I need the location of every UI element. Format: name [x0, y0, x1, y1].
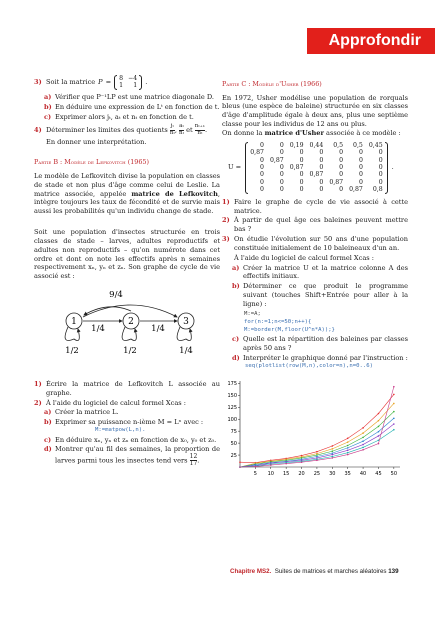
question-4: 4) Déterminer les limites des quotients $\frac{\text{jₜ}}{\text{nₜ}}$ , $\frac{\text{aₜ}}{\text{nₜ}}$ et $\frac{\text{nₜ₊₁}}{\text{nₜ}}$ .	[34, 123, 208, 136]
data-point	[347, 452, 349, 454]
item-number: 2)	[34, 398, 42, 407]
matrix-cell: 0,87	[309, 171, 324, 179]
matrix-cell: 0	[299, 156, 304, 164]
question-item	[34, 399, 220, 408]
matrix-cell: 0	[319, 164, 324, 172]
node-3: 3	[183, 317, 189, 328]
matrix-cell: 0	[358, 178, 363, 186]
matrix-cell: 0	[339, 186, 344, 194]
data-point	[378, 420, 380, 422]
matrix-cell: 0	[339, 164, 344, 172]
question-item	[222, 216, 408, 234]
x-tick-label: 50	[390, 471, 398, 478]
matrix-cell: 0	[378, 171, 383, 179]
question-item	[44, 113, 220, 122]
program-line: M:=border(M,floor(U^n*A));}	[244, 326, 335, 333]
data-point	[316, 456, 318, 458]
item-text	[55, 436, 216, 445]
matrix-cell: 0,5	[333, 141, 344, 149]
question-item	[232, 335, 408, 353]
data-point	[393, 429, 395, 431]
item-text	[243, 354, 408, 370]
item-number: d)	[44, 445, 52, 454]
matrix-cell: 0,87	[269, 156, 284, 164]
data-point	[316, 454, 318, 456]
question-item	[34, 380, 220, 398]
matrix-cell: 0	[299, 186, 304, 194]
matrix-cell: 0	[358, 156, 363, 164]
y-tick-label: 100	[227, 417, 237, 424]
question-item	[232, 354, 408, 370]
question-item	[232, 264, 408, 282]
data-point	[393, 403, 395, 405]
item-number: c)	[44, 435, 52, 444]
item-text	[46, 399, 186, 408]
whale-population-plot	[222, 377, 408, 482]
item-text-body: Exprimer sa puissance n-ième M = Lⁿ avec :	[55, 418, 204, 427]
matrix-cell: 0	[279, 149, 284, 157]
edge-label-2-3: 1/4	[151, 324, 165, 335]
matrix-cell: 0	[378, 156, 383, 164]
program-line: for(n:=1;n<=50;n++){	[244, 318, 312, 325]
data-point	[285, 463, 287, 465]
data-point	[347, 449, 349, 451]
x-tick-label: 40	[359, 471, 367, 478]
section-banner: Approfondir	[307, 28, 435, 54]
question-item	[222, 198, 408, 216]
matrix-cell: 0,5	[353, 141, 363, 149]
x-tick-label: 35	[344, 471, 351, 478]
item-text	[243, 335, 408, 353]
matrix-cell: −4	[128, 75, 138, 82]
data-point	[332, 457, 334, 459]
data-point	[332, 445, 334, 447]
data-point	[301, 461, 303, 463]
item-text	[234, 235, 408, 253]
item-text	[55, 445, 220, 467]
fraction-num: 12	[189, 453, 198, 461]
left-column	[34, 74, 220, 468]
item-text	[55, 408, 119, 417]
item-text	[234, 198, 408, 216]
question-item	[44, 93, 220, 102]
question-3: 3) Soit la matrice P = 8 −4 1 1 .	[34, 75, 148, 90]
data-point	[378, 443, 380, 445]
life-cycle-graph	[46, 287, 211, 357]
data-point	[378, 413, 380, 415]
y-tick-label: 75	[230, 428, 237, 435]
xcas-instruction: À l'aide du logiciel de calcul formel Xcas :	[234, 253, 374, 262]
item-number: 3)	[222, 235, 230, 244]
data-point	[347, 447, 349, 449]
data-point	[347, 438, 349, 440]
matrix-cell: 0	[279, 141, 284, 149]
item-number: b)	[232, 282, 240, 291]
question-item	[44, 408, 220, 417]
question-4-followup: En donner une interprétation.	[46, 137, 147, 146]
x-tick-label: 30	[329, 471, 336, 478]
data-point	[362, 444, 364, 446]
matrix-cell: 0	[378, 149, 383, 157]
data-point	[316, 451, 318, 453]
x-tick-label: 20	[298, 471, 305, 478]
data-point	[332, 448, 334, 450]
data-point	[316, 453, 318, 455]
program-line: M:=A;	[244, 310, 261, 317]
item-text	[46, 380, 220, 398]
data-point	[362, 449, 364, 451]
data-point	[362, 427, 364, 429]
item-text-body: On étudie l'évolution sur 50 ans d'une population constituée initialement de 10 baleineaux d'un an.	[234, 235, 408, 252]
x-tick-label: 5	[253, 471, 257, 478]
item-number: d)	[232, 353, 240, 362]
matrix-cell: 0,87	[289, 164, 304, 172]
data-point	[362, 437, 364, 439]
x-tick-label: 45	[375, 471, 382, 478]
matrix-cell: 1	[119, 82, 124, 90]
item-text-body: Vérifier que P⁻¹LP est une matrice diagonale D.	[55, 92, 214, 101]
item-number: a)	[232, 263, 240, 272]
data-point	[378, 435, 380, 437]
matrix-cell: 0	[319, 186, 324, 194]
matrix-p	[114, 75, 142, 90]
loop-label-3: 1/4	[179, 346, 193, 357]
item-text-body: En déduire une expression de Lᵗ en fonction de t.	[55, 102, 220, 111]
matrix-cell: 0	[279, 164, 284, 172]
item-text-body: Faire le graphe de cycle de vie associé à cette matrice.	[234, 197, 408, 215]
item-text	[234, 216, 408, 234]
item-text	[243, 264, 408, 282]
matrix-cell: 0	[260, 186, 264, 194]
code-line: seq(plotlist(row(M,n),color=n),n=0..6)	[245, 362, 373, 369]
data-point	[362, 440, 364, 442]
item-number: 1)	[222, 197, 230, 206]
matrix-cell: 0	[299, 178, 304, 186]
loop-label-2: 1/2	[123, 346, 137, 357]
item-number: c)	[232, 335, 240, 344]
matrix-cell: 0	[260, 156, 264, 164]
data-point	[316, 457, 318, 459]
item-text-body: En déduire xₙ, yₙ et zₙ en fonction de x₀, y₀ et z₀.	[55, 435, 217, 444]
data-point	[239, 461, 241, 463]
x-tick-label: 10	[267, 471, 274, 478]
data-point	[332, 454, 334, 456]
matrix-cell: 0	[378, 178, 383, 186]
part-b-title: Partie B : Modèle de Lefkovitch (1965)	[34, 158, 149, 167]
part-c-intro: En 1972, Usher modélise une population de rorquals bleus (une espèce de baleine) structurée en six classes d'âge d'amplitude égale à deux ans, plus une septième classe pour les individus de 12 ans ou plus.	[222, 93, 408, 129]
matrix-cell: 0,8	[372, 186, 383, 194]
item-text-body: À l'aide du logiciel de calcul formel Xcas :	[46, 398, 186, 407]
data-point	[255, 466, 257, 468]
matrix-cell: 0	[339, 156, 344, 164]
data-point	[332, 452, 334, 454]
edge-label-top: 9/4	[109, 290, 123, 301]
question-item	[44, 418, 220, 434]
item-number: a)	[44, 92, 52, 101]
item-text	[55, 103, 220, 112]
item-number: 1)	[34, 379, 42, 388]
data-point	[393, 417, 395, 419]
matrix-cell: 0	[358, 164, 363, 172]
item-number: b)	[44, 418, 52, 427]
y-tick-label: 175	[227, 381, 237, 388]
data-point	[301, 455, 303, 457]
matrix-u	[245, 142, 387, 194]
item-number: a)	[44, 408, 52, 417]
item-text-body: Déterminer ce que produit le programme suivant (touches Shift+Entrée pour aller à la ligne) :	[243, 282, 408, 308]
item-text-body: À partir de quel âge ces baleines peuvent mettre bas ?	[234, 216, 408, 234]
matrix-cell: 0,44	[309, 141, 324, 149]
matrix-cell: 0	[319, 149, 324, 157]
y-tick-label: 150	[227, 393, 237, 400]
y-tick-label: 50	[230, 440, 237, 447]
x-tick-label: 15	[282, 471, 290, 478]
matrix-cell: 0,87	[250, 149, 264, 157]
node-2: 2	[128, 317, 134, 328]
data-point	[347, 454, 349, 456]
matrix-cell: 0	[260, 141, 264, 149]
question-item	[44, 103, 220, 112]
item-text-body: Montrer qu'au fil des semaines, la proportion de larves parmi tous les insectes tend vers	[55, 445, 220, 465]
part-c-matrix-intro: On donne la matrice d'Usher associée à ce modèle :	[222, 128, 401, 137]
item-text-body: Interpréter le graphique donné par l'instruction :	[243, 353, 408, 362]
question-item	[222, 235, 408, 253]
part-c-title: Partie C : Modèle d'Usher (1966)	[222, 80, 322, 88]
item-number: c)	[44, 112, 52, 121]
question-item	[44, 436, 220, 445]
y-tick-label: 125	[227, 405, 237, 412]
matrix-cell: 0	[279, 186, 284, 194]
matrix-cell: 0	[279, 178, 284, 186]
matrix-cell: 0	[260, 171, 264, 179]
node-1: 1	[71, 317, 77, 328]
right-column	[222, 74, 408, 485]
item-number: b)	[44, 102, 52, 111]
item-text-body: Écrire la matrice de Lefkovitch L associée au graphe.	[46, 379, 220, 397]
item-text	[243, 282, 408, 308]
question-item	[44, 445, 220, 467]
matrix-cell: 0,19	[289, 141, 304, 149]
data-point	[347, 441, 349, 443]
matrix-cell: 0	[260, 164, 264, 172]
punct: .	[197, 456, 200, 465]
matrix-cell: 0	[339, 149, 344, 157]
data-point	[239, 466, 241, 468]
data-point	[347, 445, 349, 447]
code-line: M:=matpow(L,n).	[95, 427, 146, 434]
matrix-cell: 0	[319, 156, 324, 164]
matrix-cell: 0	[260, 178, 264, 186]
data-point	[393, 386, 395, 388]
matrix-cell: 0,87	[329, 178, 344, 186]
page-footer: Chapitre MS2. Suites de matrices et marches aléatoires 139	[230, 568, 399, 575]
data-point	[393, 394, 395, 396]
data-point	[393, 423, 395, 425]
item-text-body: Quelle est la répartition des baleines par classes après 50 ans ?	[243, 335, 408, 352]
data-point	[378, 426, 380, 428]
data-point	[301, 457, 303, 459]
matrix-cell: 0,45	[368, 141, 383, 149]
y-tick-label: 25	[230, 452, 237, 459]
matrix-cell: 0,87	[349, 186, 363, 194]
data-point	[362, 447, 364, 449]
data-point	[332, 450, 334, 452]
data-point	[270, 464, 272, 466]
matrix-cell: 0	[279, 171, 284, 179]
matrix-cell: 0	[358, 171, 363, 179]
matrix-cell: 0	[378, 164, 383, 172]
part-b-intro: Le modèle de Lefkovitch divise la population en classes de stade et non plus d'âge comme celui de Leslie. La matrice associée, appelée matrice de Lefkovitch, intègre toujours les taux de fécondité et de survie mais aussi les probabilités qu'un individu change de stade.	[34, 171, 220, 216]
fraction-den: 17	[189, 460, 198, 468]
matrix-cell: 0	[358, 149, 363, 157]
item-text-body: Créer la matrice U et la matrice colonne A des effectifs initiaux.	[243, 263, 408, 281]
item-text	[55, 93, 214, 102]
matrix-cell: 0	[319, 178, 324, 186]
data-point	[362, 432, 364, 434]
item-text-body: Exprimer alors jₜ, aₜ et nₜ en fonction de t.	[55, 112, 194, 121]
item-text-body: Créer la matrice L.	[55, 408, 119, 417]
matrix-cell: 1	[133, 82, 138, 90]
data-point	[316, 460, 318, 462]
data-point	[393, 411, 395, 413]
matrix-cell: 0	[339, 171, 344, 179]
item-text	[55, 113, 194, 122]
loop-label-1: 1/2	[65, 346, 79, 357]
part-b-population: Soit une population d'insectes structurée en trois classes de stade – larves, adultes reproductifs et adultes non reproductifs – qu'on numérote dans cet ordre et dont on note les effectifs après n semaines respectivement xₙ, yₙ et zₙ. Son graphe de cycle de vie associé est :	[34, 228, 220, 281]
x-tick-label: 25	[313, 471, 321, 478]
item-text	[55, 418, 203, 434]
data-point	[378, 431, 380, 433]
matrix-cell: 0	[299, 149, 304, 157]
matrix-cell: 0	[299, 171, 304, 179]
usher-matrix-block: U = 0 0 0,19 0,44 0,5 0,5 0,45 0,87 0 0 0 0 0 0 0 0,87 0 0 0 0 0 0 0 0,87 0 0 0 0 0 0 0 0,87 0 0 0 0 0 0 0 0,87 0 0 0 0 0 0 0 0,87 0,8 .	[228, 141, 394, 194]
edge-label-1-2: 1/4	[91, 324, 105, 335]
matrix-cell: 8	[119, 75, 124, 82]
data-point	[332, 456, 334, 458]
question-item	[232, 282, 408, 308]
item-number: 2)	[222, 216, 230, 225]
